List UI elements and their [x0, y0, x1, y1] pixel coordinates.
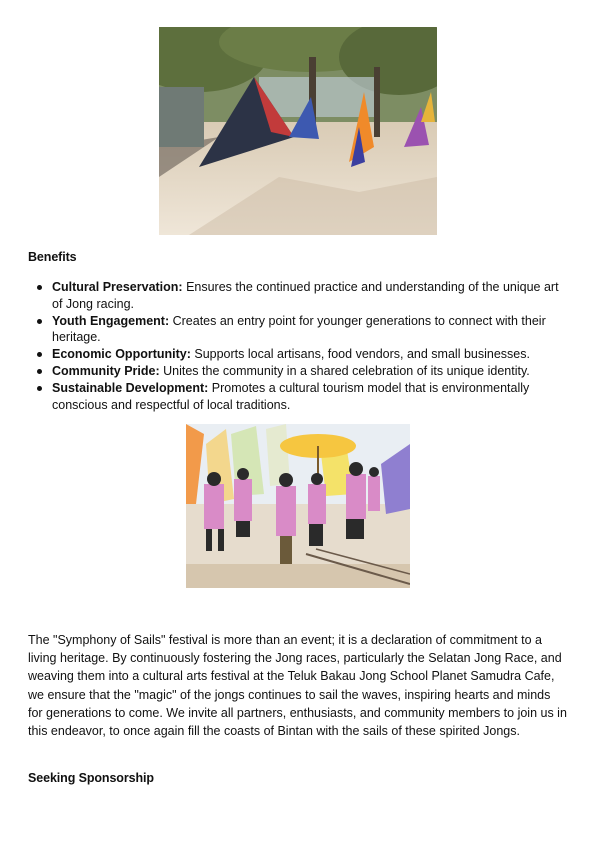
closing-paragraph: The "Symphony of Sails" festival is more than an event; it is a declaration of commitment to a living heritage. By continuously fostering the Jong races, particularly the Selatan Jong Race, and weaving them into a cultural arts festival at the Teluk Bakau Jong School Planet Samudra Cafe, we ensure that the "magic" of the jongs continues to sail the waves, inspiring hearts and minds for generations to come. We invite all partners, enthusiasts, and community members to join us in this endeavor, to once again fill the coasts of Bintan with the sails of these spirited Jongs. — [28, 633, 567, 739]
list-item — [52, 279, 572, 312]
list-item — [52, 363, 572, 380]
sponsorship-heading: Seeking Sponsorship — [28, 771, 154, 785]
benefit-text: Creates an entry point for younger generations to connect with their heritage. — [52, 313, 546, 344]
benefit-text: Unites the community in a shared celebration of its unique identity. — [159, 364, 530, 378]
beach-sails-photo — [159, 27, 437, 235]
benefit-title: Youth Engagement: — [52, 313, 170, 328]
benefits-heading: Benefits — [28, 250, 77, 264]
benefit-title: Sustainable Development: — [52, 381, 209, 395]
list-item — [52, 346, 572, 363]
list-item — [52, 380, 572, 413]
benefit-title: Economic Opportunity: — [52, 347, 191, 361]
benefit-text: Ensures the continued practice and understanding of the unique art of Jong racing. — [52, 280, 559, 311]
benefit-text: Supports local artisans, food vendors, and small businesses. — [190, 347, 530, 361]
dancers-photo — [186, 424, 410, 588]
benefit-title: Cultural Preservation: — [52, 280, 183, 294]
benefits-list — [52, 279, 572, 414]
list-item — [52, 313, 572, 346]
benefit-text: Promotes a cultural tourism model that is environmentally conscious and respectful of local traditions. — [52, 381, 530, 412]
benefit-title: Community Pride: — [52, 364, 160, 378]
